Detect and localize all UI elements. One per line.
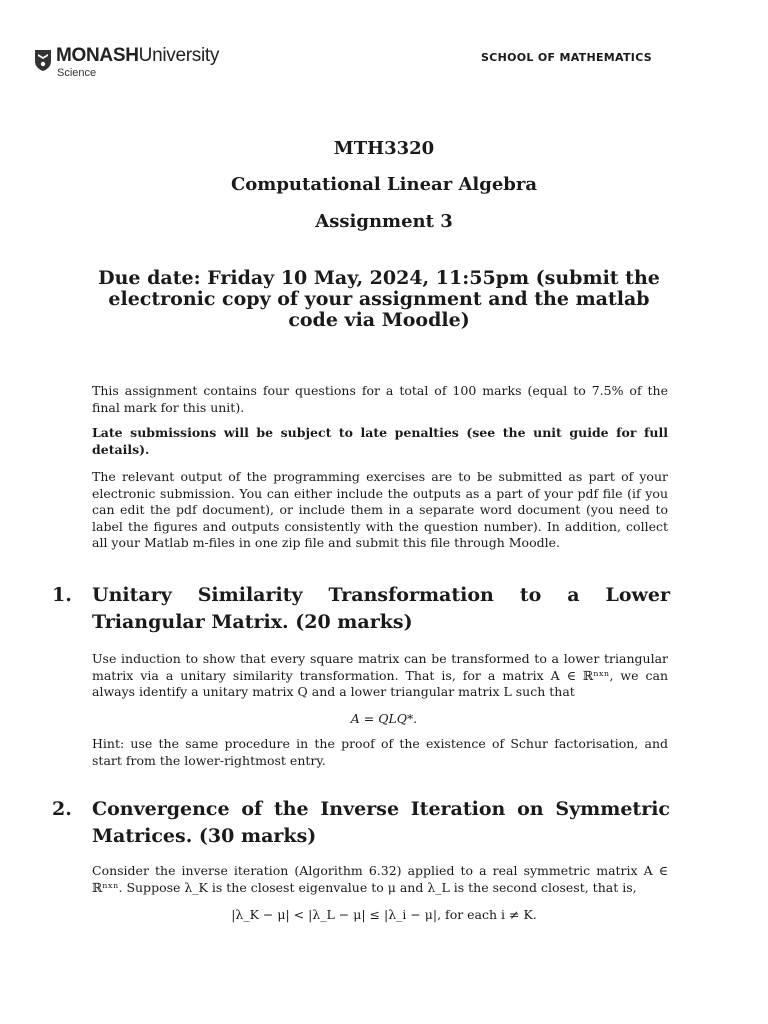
question-2-text: Consider the inverse iteration (Algorithm 6.32) applied to a real symmetric matrix A ∈ ℝⁿˣⁿ. Suppose λ_K is the closest eigenvalue to μ and λ_L is the second closest, that is,: [92, 863, 668, 895]
question-1-title: Unitary Similarity Transformation to a Lower Triangular Matrix. (20 marks): [92, 584, 670, 633]
question-2-number: 2.: [52, 798, 72, 820]
assignment-title: Assignment 3: [315, 211, 453, 232]
question-2-equation: |λ_K − μ| < |λ_L − μ| ≤ |λ_i − μ|, for each i ≠ K.: [231, 907, 537, 922]
school-name: SCHOOL OF MATHEMATICS: [481, 51, 652, 64]
unit-name: Computational Linear Algebra: [230, 174, 538, 195]
question-1-equation: A = QLQ*.: [350, 711, 418, 726]
monash-crest-icon: [34, 48, 52, 72]
question-1-hint: Hint: use the same procedure in the proof of the existence of Schur factorisation, and start from the lower-rightmost entry.: [92, 736, 668, 768]
due-date: Due date: Friday 10 May, 2024, 11:55pm (submit the electronic copy of your assignment and the matlab code via Moodle): [98, 267, 660, 331]
question-1-number: 1.: [52, 584, 72, 606]
logo-brand: MONASH: [56, 45, 139, 66]
question-2-title: Convergence of the Inverse Iteration on Symmetric Matrices. (30 marks): [92, 798, 670, 847]
logo-word: University: [138, 45, 220, 66]
submission-paragraph: The relevant output of the programming exercises are to be submitted as part of your electronic submission. You can either include the outputs as a part of your pdf file (if you can edit the pdf document), or include them in a separate word document (you need to label the figures and outputs consistently with the question number). In addition, collect all your Matlab m-files in one zip file and submit this file through Moodle.: [92, 469, 668, 550]
late-notice: Late submissions will be subject to late penalties (see the unit guide for full details).: [92, 425, 668, 457]
logo-faculty: Science: [57, 67, 97, 79]
intro-paragraph: This assignment contains four questions for a total of 100 marks (equal to 7.5% of the final mark for this unit).: [92, 383, 668, 415]
monash-logo: [34, 45, 219, 79]
unit-code: MTH3320: [333, 138, 435, 159]
question-1-text: Use induction to show that every square matrix can be transformed to a lower triangular matrix via a unitary similarity transformation. That is, for a matrix A ∈ ℝⁿˣⁿ, we can always identify a unitary matrix Q and a lower triangular matrix L such that: [92, 651, 668, 699]
